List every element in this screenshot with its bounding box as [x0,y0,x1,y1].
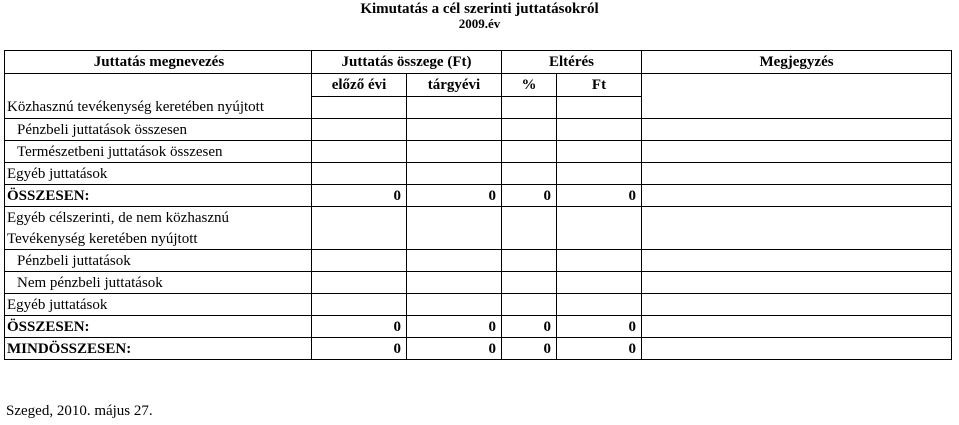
header-name: Juttatás megnevezés [5,51,312,74]
total-label: ÖSSZESEN: [5,316,312,338]
table-row [5,119,952,141]
table-row [5,97,952,119]
row-label: Pénzbeli juttatások [5,250,312,272]
subheader-ft: Ft [557,74,642,97]
table-row [5,207,952,229]
total-value: 0 [407,316,502,338]
table-row [5,272,952,294]
grand-total-value: 0 [557,338,642,360]
total-label: ÖSSZESEN: [5,185,312,207]
table-row [5,163,952,185]
section2-heading-line2: Tevékenység keretében nyújtott [5,228,312,250]
grand-total-value: 0 [312,338,407,360]
section2-heading-line1: Egyéb célszerinti, de nem közhasznú [5,207,312,229]
total-value: 0 [312,316,407,338]
report-title: Kimutatás a cél szerinti juttatásokról [360,1,599,17]
header-amount: Juttatás összege (Ft) [312,51,502,74]
total-value: 0 [557,316,642,338]
table-row [5,141,952,163]
total-value: 0 [312,185,407,207]
grand-total-value: 0 [407,338,502,360]
total-value: 0 [557,185,642,207]
section2-total-row [5,316,952,338]
footer-place-date: Szeged, 2010. május 27. [6,403,153,419]
table-row [5,250,952,272]
subheader-current-year: tárgyévi [407,74,502,97]
row-label: Egyéb juttatások [5,294,312,316]
row-label: Nem pénzbeli juttatások [5,272,312,294]
row-label: Pénzbeli juttatások összesen [5,119,312,141]
benefits-table [4,50,952,360]
subheader-percent: % [502,74,557,97]
table-row [5,228,952,250]
grand-total-row [5,338,952,360]
row-label: Természetbeni juttatások összesen [5,141,312,163]
report-year: 2009.év [458,16,501,31]
total-value: 0 [502,185,557,207]
header-diff: Eltérés [502,51,642,74]
total-value: 0 [407,185,502,207]
table-row [5,294,952,316]
header-note: Megjegyzés [642,51,952,74]
total-value: 0 [502,316,557,338]
section1-total-row [5,185,952,207]
header-row [5,51,952,74]
row-label: Egyéb juttatások [5,163,312,185]
subheader-prev-year: előző évi [312,74,407,97]
grand-total-label: MINDÖSSZESEN: [5,338,312,360]
grand-total-value: 0 [502,338,557,360]
subheader-row [5,74,952,97]
section1-heading: Közhasznú tevékenység keretében nyújtott [5,97,312,119]
